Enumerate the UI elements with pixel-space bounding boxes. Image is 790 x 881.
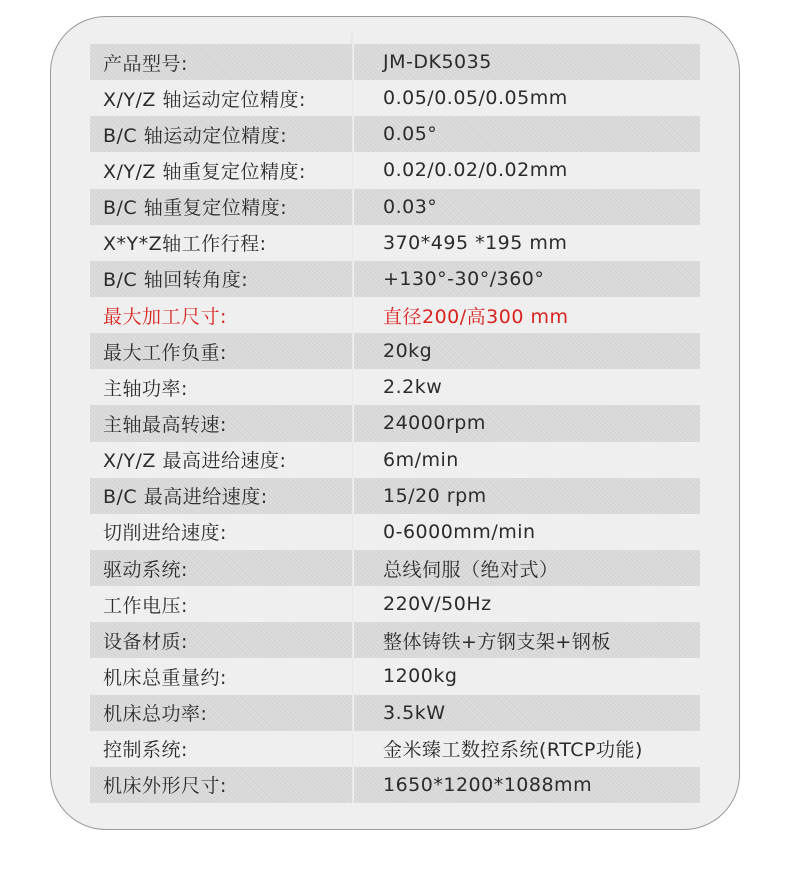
spec-row-model — [90, 44, 700, 80]
spec-value: 0.03° — [354, 189, 700, 225]
spec-row-travel — [90, 225, 700, 261]
spec-label: 设备材质: — [90, 622, 352, 658]
spec-value: 直径200/高300 mm — [354, 297, 700, 333]
spec-row-voltage — [90, 586, 700, 622]
spec-row-bc-feed — [90, 478, 700, 514]
spec-label: X/Y/Z 轴运动定位精度: — [90, 80, 352, 116]
spec-row-bc-positioning — [90, 116, 700, 152]
spec-label: B/C 轴运动定位精度: — [90, 116, 352, 152]
spec-value: +130°-30°/360° — [354, 261, 700, 297]
spec-value: 2.2kw — [354, 369, 700, 405]
spec-value: 0.05° — [354, 116, 700, 152]
spec-value: 0-6000mm/min — [354, 514, 700, 550]
spec-row-spindle-speed — [90, 405, 700, 441]
spec-label: X*Y*Z轴工作行程: — [90, 225, 352, 261]
spec-value: 370*495 *195 mm — [354, 225, 700, 261]
spec-label: 主轴功率: — [90, 369, 352, 405]
spec-row-control-system — [90, 731, 700, 767]
spec-value: 24000rpm — [354, 405, 700, 441]
spec-label: 切削进给速度: — [90, 514, 352, 550]
spec-value: 220V/50Hz — [354, 586, 700, 622]
spec-label: 控制系统: — [90, 731, 352, 767]
spec-value: 6m/min — [354, 442, 700, 478]
spec-label: 机床总功率: — [90, 695, 352, 731]
spec-row-spindle-power — [90, 369, 700, 405]
spec-row-dimensions — [90, 767, 700, 803]
spec-label: B/C 最高进给速度: — [90, 478, 352, 514]
spec-label: 主轴最高转速: — [90, 405, 352, 441]
spec-row-material — [90, 622, 700, 658]
spec-label: 最大工作负重: — [90, 333, 352, 369]
spec-value: 金米臻工数控系统(RTCP功能) — [354, 731, 700, 767]
spec-label: B/C 轴回转角度: — [90, 261, 352, 297]
spec-value: 3.5kW — [354, 695, 700, 731]
spec-row-xyz-positioning — [90, 80, 700, 116]
spec-value: 总线伺服（绝对式） — [354, 550, 700, 586]
spec-label: 产品型号: — [90, 44, 352, 80]
spec-row-drive — [90, 550, 700, 586]
spec-value: 1200kg — [354, 658, 700, 694]
spec-label: B/C 轴重复定位精度: — [90, 189, 352, 225]
spec-value: 0.05/0.05/0.05mm — [354, 80, 700, 116]
spec-value: 整体铸铁+方钢支架+钢板 — [354, 622, 700, 658]
spec-row-max-size — [90, 297, 700, 333]
spec-label: 驱动系统: — [90, 550, 352, 586]
spec-row-max-load — [90, 333, 700, 369]
spec-label: X/Y/Z 轴重复定位精度: — [90, 152, 352, 188]
spec-label: 机床外形尺寸: — [90, 767, 352, 803]
spec-value: 1650*1200*1088mm — [354, 767, 700, 803]
spec-value: 20kg — [354, 333, 700, 369]
spec-row-cutting-feed — [90, 514, 700, 550]
spec-value: 15/20 rpm — [354, 478, 700, 514]
spec-label: 机床总重量约: — [90, 658, 352, 694]
spec-row-total-power — [90, 695, 700, 731]
spec-label: 最大加工尺寸: — [90, 297, 352, 333]
spec-label: X/Y/Z 最高进给速度: — [90, 442, 352, 478]
spec-label: 工作电压: — [90, 586, 352, 622]
spec-row-bc-repeat — [90, 189, 700, 225]
spec-value: JM-DK5035 — [354, 44, 700, 80]
spec-row-bc-rotation — [90, 261, 700, 297]
spec-row-xyz-repeat — [90, 152, 700, 188]
spec-row-xyz-feed — [90, 442, 700, 478]
spec-value: 0.02/0.02/0.02mm — [354, 152, 700, 188]
spec-table — [90, 44, 700, 803]
spec-row-weight — [90, 658, 700, 694]
